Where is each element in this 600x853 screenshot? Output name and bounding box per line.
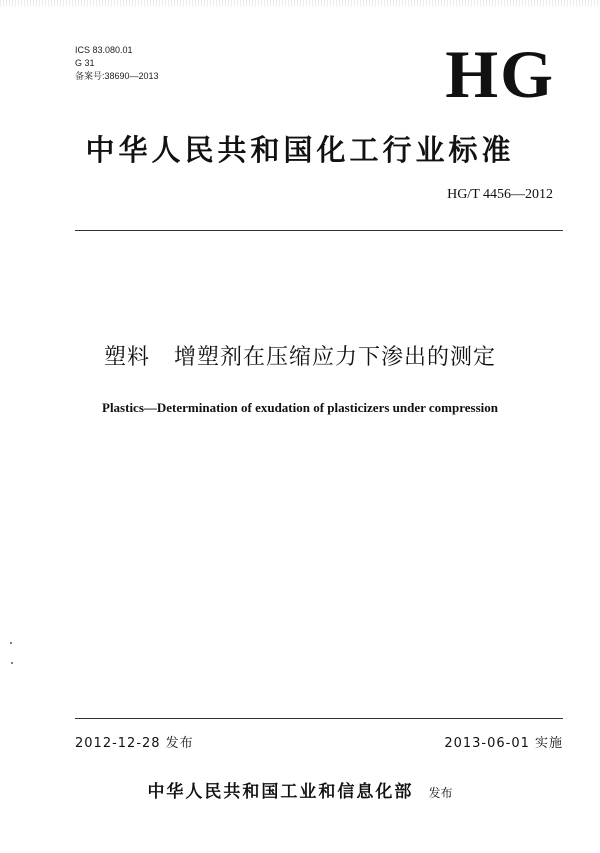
hg-logo: HG — [445, 36, 555, 112]
document-title-chinese: 塑料 增塑剂在压缩应力下渗出的测定 — [104, 345, 496, 370]
issue-date: 2012-12-28 发布 — [75, 736, 194, 751]
scan-edge-artifact — [0, 0, 600, 6]
issuer-suffix: 发布 — [428, 786, 453, 800]
issuer-name: 中华人民共和国工业和信息化部 — [147, 782, 414, 802]
scan-speck — [11, 662, 13, 664]
filing-number: 备案号:38690—2013 — [75, 71, 159, 81]
standard-category-title: 中华人民共和国化工行业标准 — [85, 133, 515, 167]
standard-number: HG/T 4456—2012 — [447, 187, 553, 202]
top-divider — [75, 230, 563, 231]
classification-block — [75, 44, 159, 83]
scan-speck — [10, 642, 12, 644]
implementation-date: 2013-06-01 实施 — [444, 736, 563, 751]
document-title-english: Plastics—Determination of exudation of plasticizers under compression — [102, 400, 498, 415]
ics-code: ICS 83.080.01 — [75, 45, 133, 55]
ccs-code: G 31 — [75, 58, 95, 68]
bottom-divider — [75, 718, 563, 719]
issuer-line — [0, 777, 600, 802]
